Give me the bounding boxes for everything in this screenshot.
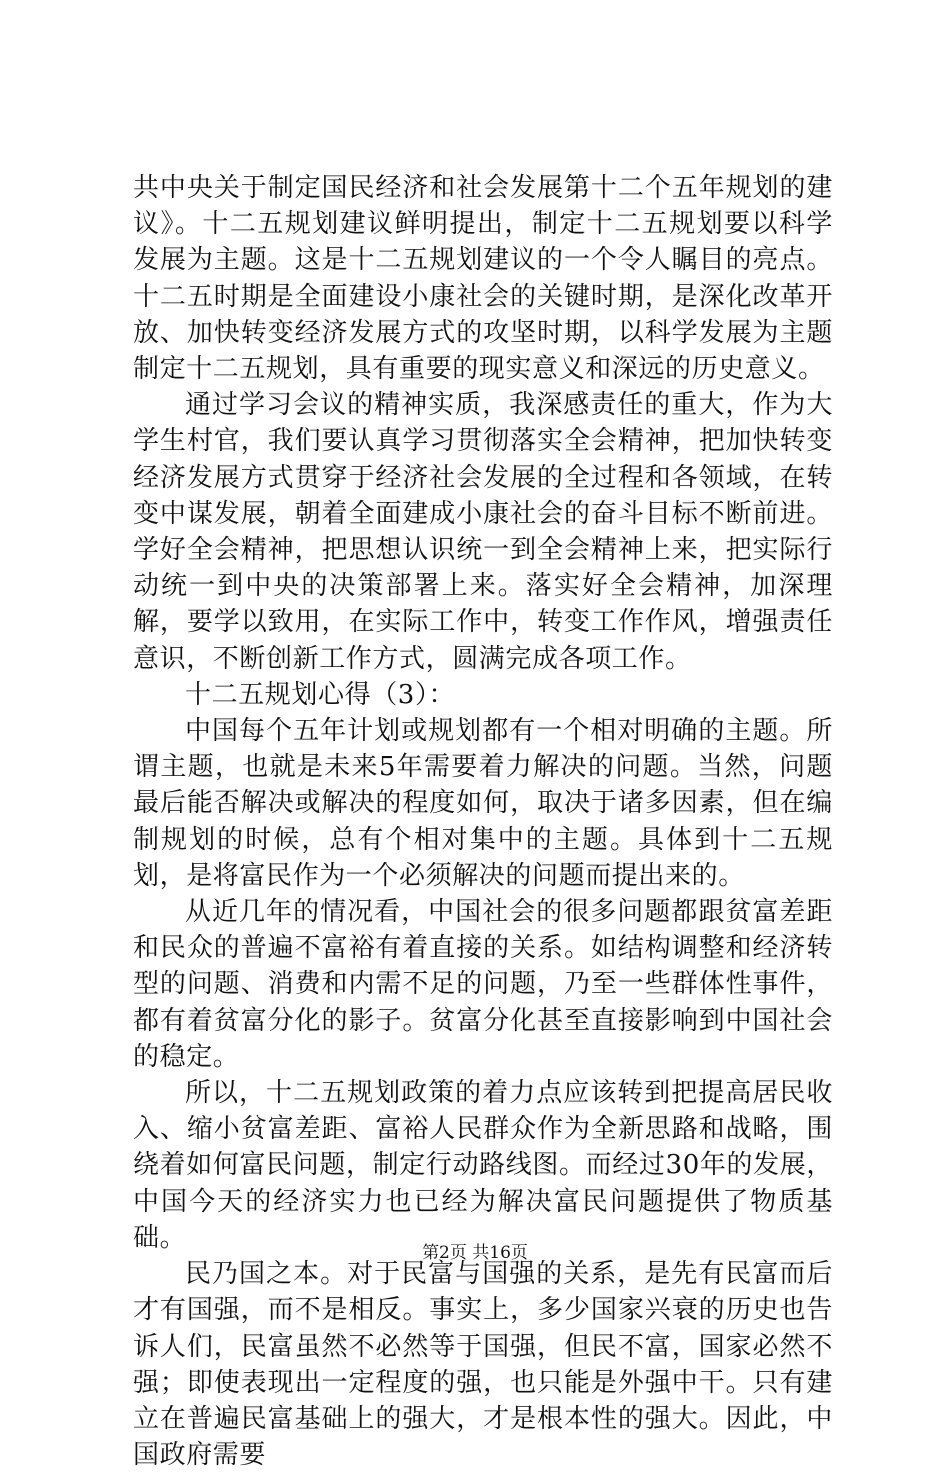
paragraph-study-reflection: 通过学习会议的精神实质，我深感责任的重大，作为大学生村官，我们要认真学习贯彻落实全会精神，把加快转变经济发展方式贯穿于经济社会发展的全过程和各领域，在转变中谋发展，朝着全面建成小康社会的奋斗目标不断前进。学好全会精神，把思想认识统一到全会精神上来，把实际行动统一到中央的决策部署上来。落实好全会精神，加深理解，要学以致用，在实际工作中，转变工作作风，增强责任意识，不断创新工作方式，圆满完成各项工作。 xyxy=(133,390,833,674)
paragraph-people-foundation: 民乃国之本。对于民富与国强的关系，是先有民富而后才有国强，而不是相反。事实上，多少国家兴衰的历史也告诉人们，民富虽然不必然等于国强，但民不富，国家必然不强；即使表现出一定程度的强，也只能是外强中干。只有建立在普遍民富基础上的强大，才是根本性的强大。因此，中国政府需要 xyxy=(133,1259,833,1471)
section-heading-reflection-3: 十二五规划心得（3）： xyxy=(185,679,456,710)
paragraph-continuation: 共中央关于制定国民经济和社会发展第十二个五年规划的建议》。十二五规划建议鲜明提出，制定十二五规划要以科学发展为主题。这是十二五规划建议的一个令人瞩目的亮点。十二五时期是全面建设小康社会的关键时期，是深化改革开放、加快转变经济发展方式的攻坚时期，以科学发展为主题制定十二五规划，具有重要的现实意义和深远的历史意义。 xyxy=(133,173,833,385)
paragraph-wealth-gap: 从近几年的情况看，中国社会的很多问题都跟贫富差距和民众的普遍不富裕有着直接的关系。如结构调整和经济转型的问题、消费和内需不足的问题，乃至一些群体性事件，都有着贫富分化的影子。贫富分化甚至直接影响到中国社会的稳定。 xyxy=(133,897,833,1072)
paragraph-plan-theme: 中国每个五年计划或规划都有一个相对明确的主题。所谓主题，也就是未来5年需要着力解决的问题。当然，问题最后能否解决或解决的程度如何，取决于诸多因素，但在编制规划的时候，总有个相对集中的主题。具体到十二五规划，是将富民作为一个必须解决的问题而提出来的。 xyxy=(133,716,833,891)
document-body xyxy=(133,170,833,1473)
page-footer: 第2页 共16页 xyxy=(422,1243,528,1263)
paragraph-policy-focus: 所以，十二五规划政策的着力点应该转到把提高居民收入、缩小贫富差距、富裕人民群众作为全新思路和战略，围绕着如何富民问题，制定行动路线图。而经过30年的发展，中国今天的经济实力也已经为解决富民问题提供了物质基础。 xyxy=(133,1078,833,1253)
